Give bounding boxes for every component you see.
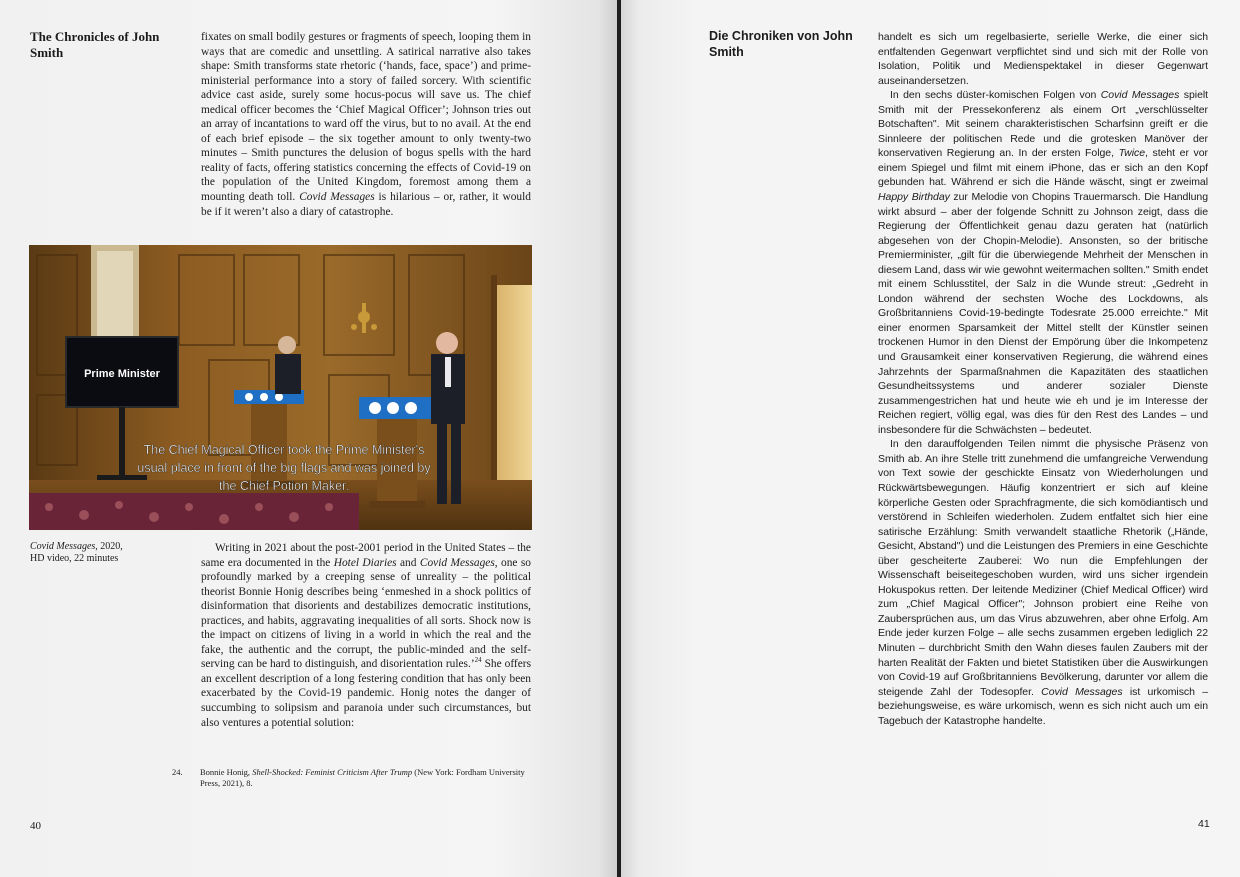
- italic-text: Hotel Diaries: [333, 556, 397, 569]
- text-run: , one so profoundly marked by a creeping sense of unreality – the political theorist Bonnie Honig describes being ‘enmeshed in a shock politics of disinformation that disorients and destabilizes democratic institutions, practices, and habits, aggravating inequalities of all sorts. Shock now is the impact on citizens of living in a world in which the real and the fake, the authentic and the corrupt, the public-minded and the self-serving can be hard to distinguish, and disorientation rules.’: [201, 556, 531, 671]
- caption-medium: HD video, 22 minutes: [30, 553, 119, 564]
- body-text-right: [878, 30, 1208, 728]
- italic-text: Covid Messages: [1041, 685, 1123, 698]
- italic-text: Covid Messages: [299, 191, 375, 204]
- footnote-text: [200, 767, 532, 789]
- paragraph: [201, 30, 531, 219]
- italic-text: Covid Messages: [419, 556, 495, 569]
- footnote-number: 24.: [172, 767, 183, 777]
- footnote-reference: 24: [474, 656, 482, 665]
- text-run: , steht er vor einem Spiegel und filmt mit einem iPhone, das er sich an den Kopf gebunden hat. Während er sich die Hände wäscht, singt er zweimal: [878, 147, 1208, 189]
- footnote-book-title: Shell-Shocked: Feminist Criticism After Trump: [252, 767, 413, 777]
- text-run: In den darauffolgenden Teilen nimmt die physische Präsenz von Smith ab. An ihre Stelle tritt zunehmend die umfangreiche Verwendung von Text sowie der geschickte Einsatz von Wiederholungen und Rückwärtsbewegungen. Häufig konzentriert er sich auf kleine körperliche Gesten oder Sprachfragmente, die sich komödiantisch und verstörend in Schleifen wiederholen. Zudem entfaltet sich hier eine satirische Erzählung: Smith verwandelt staatliche Rhetorik („Hände, Gesicht, Abstand") und die Leistungen des Premiers in eine Geschichte über gescheiterte Zauberei: Wo nun die Empfehlungen der Wissenschaft beiseitegeschoben wurden, wird uns sicher irgendein Hokuspokus retten. Der leitende Mediziner (Chief Medical Officer) wird zum „Chief Magical Officer"; Johnson probiert eine Reihe von Zaubersprüchen aus, um das Virus abzuwehren, aber ohne Erfolg. Am Ende jeder kurzen Folge – alle sechs zusammen ergeben lediglich 22 Minuten – durchbricht Smith den Wahn dieses faulen Zaubers mit der harten Realität der Fakten und bietet Statistiken über die Auswirkungen von Covid-19 auf Großbritanniens Bevölkerung, darunter vor allem die steigende Zahl der Todesopfer.: [878, 438, 1208, 698]
- left-page: [0, 0, 617, 877]
- page-number-left: 40: [30, 820, 41, 832]
- footnote-publication: (New York: Fordham University Press, 2021), 8.: [200, 767, 525, 788]
- video-subtitle-line-2: usual place in front of the big flags and was joined by: [137, 461, 431, 475]
- caption-year: , 2020,: [95, 541, 123, 552]
- text-run: spielt Smith mit der Pressekonferenz als einem Ort „verschlüsselter Botschaften". Mit seinem charakteristischen Scharfsinn greift er die Sinnleere der politischen Rede und die grotesken Manöver der konservativen Regierung an. In der ersten Folge,: [878, 89, 1209, 160]
- body-text-left-bottom: [201, 541, 531, 730]
- text-run: ist urkomisch – beziehungsweise, es wäre urkomisch, wenn es sich nicht auch um ein Tagebuch der Katastrophe handelte.: [878, 685, 1209, 727]
- text-run: is hilarious – or, rather, it would be if it weren’t also a diary of catastrophe.: [201, 191, 531, 218]
- caption-work-title: Covid Messages: [30, 541, 96, 552]
- text-run: handelt es sich um regelbasierte, serielle Werke, die einer sich entfaltenden Gegenwart verpflichtet sind und sich mit der Rolle von Isolation, Politik und Medienspektakel in dieser Gegenwart auseinandersetzen.: [878, 31, 1208, 87]
- paragraph: [201, 541, 531, 730]
- italic-text: Twice: [1118, 147, 1145, 160]
- running-title-left: The Chronicles of John Smith: [30, 29, 160, 60]
- text-run: Writing in 2021 about the post-2001 period in the United States – the same era documented in the: [201, 542, 531, 569]
- paragraph: [878, 437, 1208, 728]
- press-conference-illustration: [29, 245, 532, 530]
- video-subtitle-line-1: The Chief Magical Officer took the Prime Minister's: [143, 443, 425, 457]
- running-title-right: Die Chroniken von John Smith: [709, 29, 853, 59]
- video-subtitle-line-3: the Chief Potion Maker.: [219, 479, 349, 493]
- text-run: fixates on small bodily gestures or fragments of speech, looping them in ways that are comedic and unsettling. A satirical narrative also takes shape: Smith transforms state rhetoric (‘hands, face, space’) and prime-ministerial performance into a story of failed sorcery. With scientific advice cast aside, surely some hocus-pocus will save us. The chief medical officer becomes the ‘Chief Magical Officer’; Johnson tries out an array of incantations to ward off the virus, but to no avail. At the end of each brief episode – the six together amount to only twenty-two minutes – Smith punctures the delusion of bogus spells with the hard reality of facts, offering statistics concerning the effects of Covid-19 on the population of the United Kingdom, foremost among them a mounting death toll.: [201, 31, 531, 204]
- video-still-image: [29, 245, 532, 530]
- body-text-left-top: [201, 30, 531, 219]
- paragraph: [878, 30, 1208, 88]
- image-caption: [30, 541, 180, 565]
- text-run: In den sechs düster-komischen Folgen von: [890, 89, 1101, 102]
- page-number-right: 41: [1198, 818, 1210, 830]
- footnote-author: Bonnie Honig,: [200, 767, 253, 777]
- paragraph: [878, 88, 1208, 437]
- text-run: and: [396, 556, 420, 569]
- text-run: She offers an excellent description of a long festering condition that has only been exacerbated by the Covid-19 pandemic. Honig notes the danger of succumbing to solipsism and paranoia under such circumstances, but also ventures a potential solution:: [201, 658, 531, 729]
- italic-text: Covid Messages: [1100, 89, 1180, 102]
- italic-text: Happy Birthday: [878, 191, 950, 204]
- text-run: zur Melodie von Chopins Trauermarsch. Die Handlung wirkt absurd – aber der folgende Schnitt zu Johnson zeigt, dass die Regierung der Öffentlichkeit genau dazu geraten hat (natürlich abgesehen von der Chopin-Melodie). Ansonsten, so der britische Premierminister, „gilt für die überwiegende Mehrheit der Menschen in diesem Land, dass wir wie gewohnt weitermachen sollten." Smith endet mit einem Schlusstitel, der Salz in die Wunde streut: „Gedreht in London während der sechsten Woche des Lockdowns, als Großbritanniens Covid-19-bedingte Todesrate 25.000 erreichte." Mit einer enormen Sparsamkeit der Mittel stellt der Künstler seinen trockenen Humor in den Dienst der Empörung über die Inkompetenz und Grausamkeit einer konservativen Regierung, die während eines Jahrzehnts der Sparmaßnahmen die Kapazitäten des staatlichen Gesundheitssystems und anderer sozialer Dienste zusammengestrichen hat und heute wie eh und je im Interesse der Reichen regiert, völlig egal, was dies für den Rest des Landes – und insbesondere für die Schwächsten – bedeutet.: [878, 191, 1209, 436]
- tv-screen-label: Prime Minister: [84, 368, 160, 380]
- footnote: [172, 767, 532, 789]
- right-page: [621, 0, 1240, 877]
